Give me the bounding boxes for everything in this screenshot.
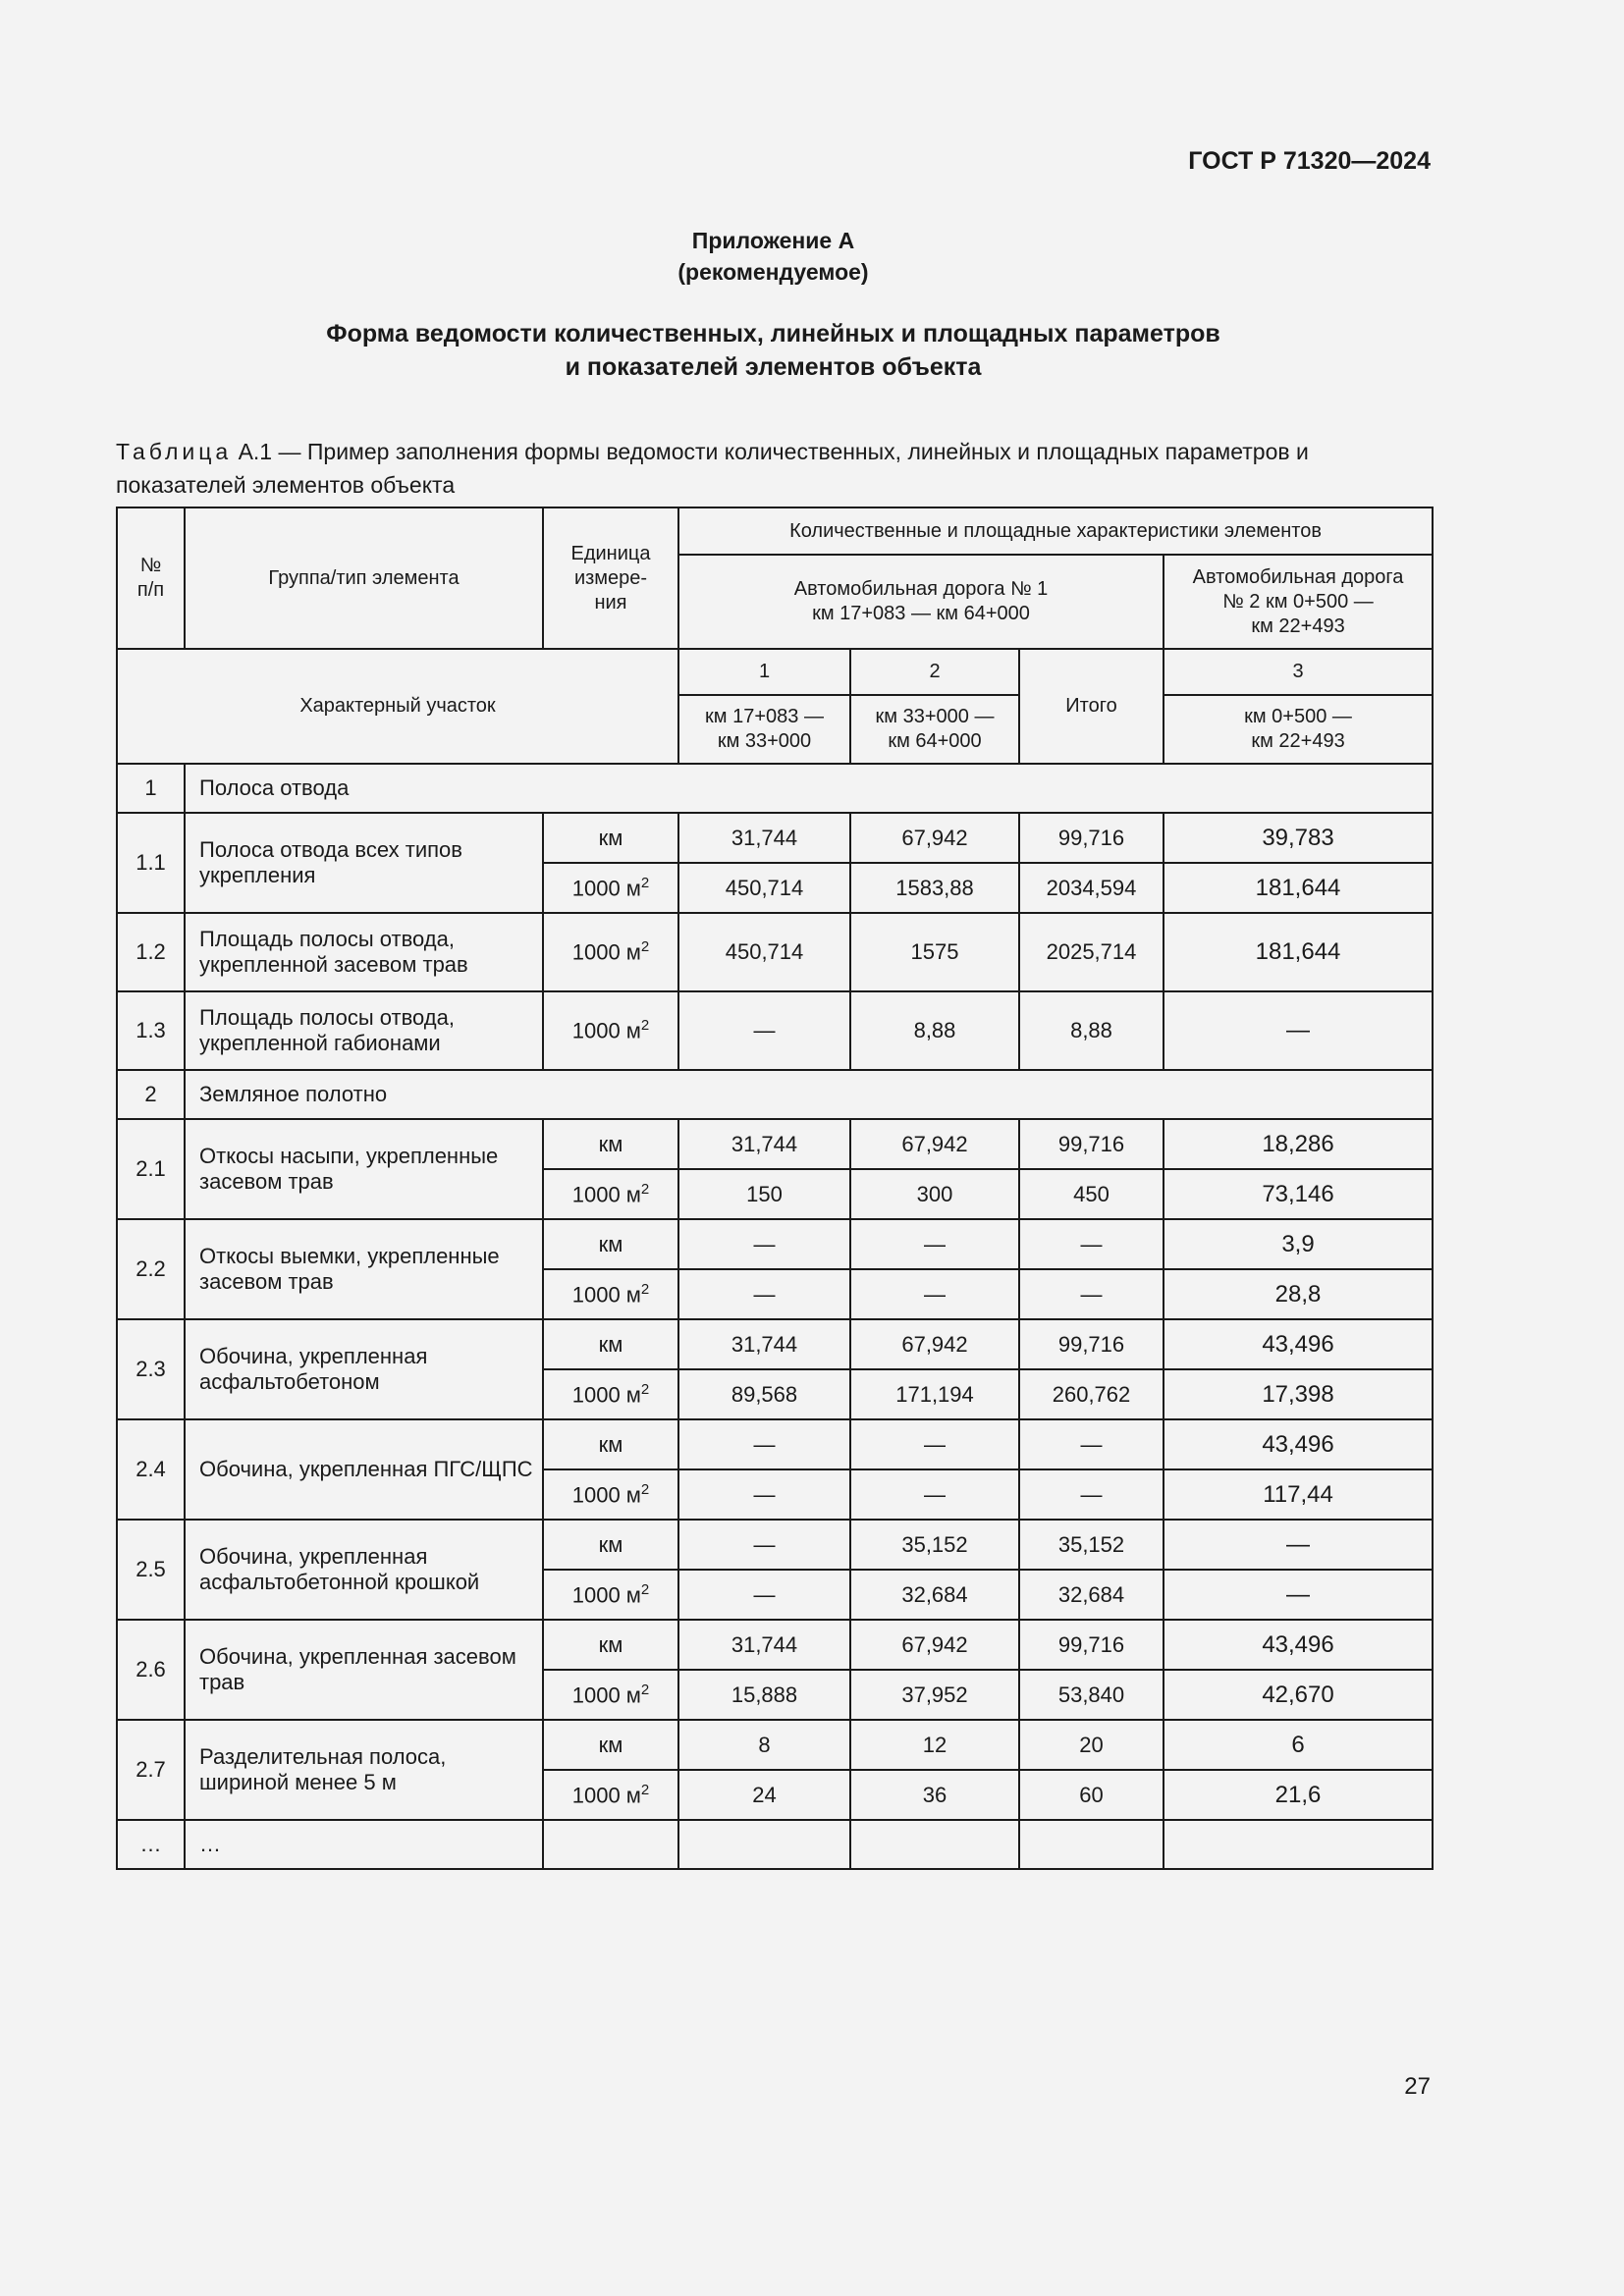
value-road-2: 43,496 bbox=[1164, 1419, 1433, 1469]
header-col-2: 2 bbox=[850, 649, 1019, 695]
value-road-2: — bbox=[1164, 1520, 1433, 1570]
value-road-2: 43,496 bbox=[1164, 1620, 1433, 1670]
header-characteristics: Количественные и площадные характеристики элементов bbox=[678, 507, 1433, 555]
value-section-1: 31,744 bbox=[678, 813, 850, 863]
section-title: Земляное полотно bbox=[185, 1070, 1433, 1119]
unit-text: 1000 м bbox=[571, 1282, 641, 1308]
item-num: 2.3 bbox=[117, 1319, 185, 1419]
table-row bbox=[117, 1720, 1433, 1770]
unit-exponent: 2 bbox=[640, 1280, 650, 1298]
unit-cell bbox=[543, 1570, 678, 1620]
header-unit: Единица измере- ния bbox=[543, 507, 678, 649]
value-section-1: — bbox=[678, 1219, 850, 1269]
header-total: Итого bbox=[1019, 649, 1164, 764]
form-title-line-2: и показателей элементов объекта bbox=[565, 353, 982, 381]
unit-exponent: 2 bbox=[640, 1180, 650, 1198]
header-num: № п/п bbox=[117, 507, 185, 649]
value-road-2: 39,783 bbox=[1164, 813, 1433, 863]
unit-text: км bbox=[598, 1231, 623, 1256]
value-section-1: — bbox=[678, 1419, 850, 1469]
header-section-label: Характерный участок bbox=[117, 649, 678, 764]
item-num: 2.4 bbox=[117, 1419, 185, 1520]
unit-cell bbox=[543, 813, 678, 863]
unit-cell bbox=[543, 1369, 678, 1419]
empty-cell bbox=[1164, 1820, 1433, 1869]
value-section-2: — bbox=[850, 1419, 1019, 1469]
unit-text: км bbox=[598, 1131, 623, 1156]
unit-cell bbox=[543, 1219, 678, 1269]
unit-cell bbox=[543, 991, 678, 1070]
item-num: 2.2 bbox=[117, 1219, 185, 1319]
empty-cell bbox=[1019, 1820, 1164, 1869]
unit-cell bbox=[543, 1169, 678, 1219]
item-num: 1.3 bbox=[117, 991, 185, 1070]
value-total: 99,716 bbox=[1019, 813, 1164, 863]
unit-text: 1000 м bbox=[571, 876, 641, 901]
unit-exponent: 2 bbox=[640, 1681, 650, 1698]
unit-cell bbox=[543, 1620, 678, 1670]
unit-cell bbox=[543, 1770, 678, 1820]
unit-text: 1000 м bbox=[571, 1182, 641, 1207]
value-section-2: 8,88 bbox=[850, 991, 1019, 1070]
value-road-2: 117,44 bbox=[1164, 1469, 1433, 1520]
section-num: 2 bbox=[117, 1070, 185, 1119]
item-name: Обочина, укрепленная ПГС/ЩПС bbox=[185, 1419, 543, 1520]
unit-cell bbox=[543, 1319, 678, 1369]
value-total: 99,716 bbox=[1019, 1119, 1164, 1169]
item-num: 1.2 bbox=[117, 913, 185, 991]
value-section-1: — bbox=[678, 1520, 850, 1570]
item-name: Обочина, укрепленная асфальтобетоном bbox=[185, 1319, 543, 1419]
value-total: 2025,714 bbox=[1019, 913, 1164, 991]
table-caption-label: Таблица bbox=[116, 439, 233, 464]
value-section-1: 24 bbox=[678, 1770, 850, 1820]
value-section-2: — bbox=[850, 1219, 1019, 1269]
value-total: 450 bbox=[1019, 1169, 1164, 1219]
empty-cell bbox=[543, 1820, 678, 1869]
value-section-1: 150 bbox=[678, 1169, 850, 1219]
empty-cell bbox=[850, 1820, 1019, 1869]
unit-text: 1000 м bbox=[571, 1482, 641, 1508]
value-total: 99,716 bbox=[1019, 1319, 1164, 1369]
value-section-1: 450,714 bbox=[678, 863, 850, 913]
unit-cell bbox=[543, 863, 678, 913]
value-total: — bbox=[1019, 1269, 1164, 1319]
value-section-1: 31,744 bbox=[678, 1319, 850, 1369]
table-row bbox=[117, 1419, 1433, 1469]
appendix-heading bbox=[0, 225, 1546, 288]
appendix-title: Приложение А bbox=[691, 228, 855, 253]
value-total: — bbox=[1019, 1419, 1164, 1469]
value-section-1: 31,744 bbox=[678, 1119, 850, 1169]
unit-cell bbox=[543, 1720, 678, 1770]
value-section-1: 31,744 bbox=[678, 1620, 850, 1670]
header-road-1: Автомобильная дорога № 1 км 17+083 — км 64+000 bbox=[678, 555, 1164, 649]
section-title: Полоса отвода bbox=[185, 764, 1433, 813]
value-road-2: 43,496 bbox=[1164, 1319, 1433, 1369]
unit-text: км bbox=[598, 1331, 623, 1357]
value-section-2: 35,152 bbox=[850, 1520, 1019, 1570]
unit-exponent: 2 bbox=[640, 1781, 650, 1798]
unit-text: 1000 м bbox=[571, 939, 641, 965]
unit-cell bbox=[543, 1670, 678, 1720]
header-range-3: км 0+500 — км 22+493 bbox=[1164, 695, 1433, 764]
value-section-2: 300 bbox=[850, 1169, 1019, 1219]
value-total: — bbox=[1019, 1219, 1164, 1269]
value-total: 8,88 bbox=[1019, 991, 1164, 1070]
value-section-2: 37,952 bbox=[850, 1670, 1019, 1720]
value-total: 32,684 bbox=[1019, 1570, 1164, 1620]
value-section-2: 1575 bbox=[850, 913, 1019, 991]
value-section-1: — bbox=[678, 991, 850, 1070]
value-road-2: 181,644 bbox=[1164, 863, 1433, 913]
value-section-1: — bbox=[678, 1469, 850, 1520]
item-name: Площадь полосы отвода, укрепленной засевом трав bbox=[185, 913, 543, 991]
ellipsis-row bbox=[117, 1820, 1433, 1869]
header-range-2: км 33+000 — км 64+000 bbox=[850, 695, 1019, 764]
unit-exponent: 2 bbox=[640, 938, 650, 956]
table-row bbox=[117, 1620, 1433, 1670]
value-section-1: 8 bbox=[678, 1720, 850, 1770]
value-total: 99,716 bbox=[1019, 1620, 1164, 1670]
section-num: 1 bbox=[117, 764, 185, 813]
value-section-2: — bbox=[850, 1269, 1019, 1319]
table-row bbox=[117, 1319, 1433, 1369]
value-section-2: — bbox=[850, 1469, 1019, 1520]
value-total: 20 bbox=[1019, 1720, 1164, 1770]
value-road-2: 6 bbox=[1164, 1720, 1433, 1770]
unit-text: 1000 м bbox=[571, 1783, 641, 1808]
empty-cell bbox=[678, 1820, 850, 1869]
value-section-1: 450,714 bbox=[678, 913, 850, 991]
unit-exponent: 2 bbox=[640, 1380, 650, 1398]
value-road-2: — bbox=[1164, 991, 1433, 1070]
value-road-2: 21,6 bbox=[1164, 1770, 1433, 1820]
value-road-2: 18,286 bbox=[1164, 1119, 1433, 1169]
unit-text: 1000 м bbox=[571, 1682, 641, 1708]
value-total: 260,762 bbox=[1019, 1369, 1164, 1419]
section-row bbox=[117, 1070, 1433, 1119]
table-row bbox=[117, 1520, 1433, 1570]
unit-text: км bbox=[598, 1732, 623, 1757]
header-road-2: Автомобильная дорога № 2 км 0+500 — км 22+493 bbox=[1164, 555, 1433, 649]
unit-text: км bbox=[598, 1431, 623, 1457]
value-section-2: 36 bbox=[850, 1770, 1019, 1820]
value-total: 35,152 bbox=[1019, 1520, 1164, 1570]
unit-text: км bbox=[598, 1531, 623, 1557]
form-title bbox=[0, 317, 1546, 384]
unit-text: км bbox=[598, 1631, 623, 1657]
value-section-2: 1583,88 bbox=[850, 863, 1019, 913]
value-section-2: 67,942 bbox=[850, 1620, 1019, 1670]
item-num: 1.1 bbox=[117, 813, 185, 913]
table-row bbox=[117, 1119, 1433, 1169]
unit-text: 1000 м bbox=[571, 1018, 641, 1043]
table-header bbox=[117, 507, 1433, 764]
table-row bbox=[117, 1219, 1433, 1269]
item-num: 2.5 bbox=[117, 1520, 185, 1620]
unit-cell bbox=[543, 1419, 678, 1469]
value-section-1: — bbox=[678, 1269, 850, 1319]
parameters-table bbox=[116, 507, 1434, 1870]
header-range-1: км 17+083 — км 33+000 bbox=[678, 695, 850, 764]
item-name: Площадь полосы отвода, укрепленной габионами bbox=[185, 991, 543, 1070]
value-total: — bbox=[1019, 1469, 1164, 1520]
table-caption bbox=[116, 435, 1432, 502]
value-section-2: 32,684 bbox=[850, 1570, 1019, 1620]
value-road-2: 3,9 bbox=[1164, 1219, 1433, 1269]
unit-exponent: 2 bbox=[640, 874, 650, 891]
unit-cell bbox=[543, 1520, 678, 1570]
unit-cell bbox=[543, 1469, 678, 1520]
header-col-3: 3 bbox=[1164, 649, 1433, 695]
page-number: 27 bbox=[1404, 2073, 1431, 2100]
unit-text: км bbox=[598, 825, 623, 850]
unit-exponent: 2 bbox=[640, 1480, 650, 1498]
value-section-1: — bbox=[678, 1570, 850, 1620]
value-road-2: 17,398 bbox=[1164, 1369, 1433, 1419]
ellipsis-num: … bbox=[117, 1820, 185, 1869]
value-total: 60 bbox=[1019, 1770, 1164, 1820]
table-caption-text: А.1 — Пример заполнения формы ведомости количественных, линейных и площадных параметров и показателей элементов объекта bbox=[116, 439, 1309, 498]
unit-cell bbox=[543, 1269, 678, 1319]
item-num: 2.7 bbox=[117, 1720, 185, 1820]
appendix-status: (рекомендуемое) bbox=[677, 259, 869, 285]
unit-text: 1000 м bbox=[571, 1382, 641, 1408]
unit-exponent: 2 bbox=[640, 1580, 650, 1598]
table-row bbox=[117, 991, 1433, 1070]
table-body bbox=[117, 764, 1433, 1869]
unit-cell bbox=[543, 913, 678, 991]
item-name: Откосы выемки, укрепленные засевом трав bbox=[185, 1219, 543, 1319]
unit-text: 1000 м bbox=[571, 1582, 641, 1608]
value-section-2: 67,942 bbox=[850, 1319, 1019, 1369]
form-title-line-1: Форма ведомости количественных, линейных и площадных параметров bbox=[326, 320, 1220, 347]
value-total: 53,840 bbox=[1019, 1670, 1164, 1720]
header-col-1: 1 bbox=[678, 649, 850, 695]
ellipsis-name: … bbox=[185, 1820, 543, 1869]
unit-exponent: 2 bbox=[640, 1017, 650, 1035]
item-name: Откосы насыпи, укрепленные засевом трав bbox=[185, 1119, 543, 1219]
value-road-2: 28,8 bbox=[1164, 1269, 1433, 1319]
table-row bbox=[117, 913, 1433, 991]
value-road-2: 73,146 bbox=[1164, 1169, 1433, 1219]
document-code: ГОСТ Р 71320—2024 bbox=[1188, 147, 1431, 175]
item-name: Обочина, укрепленная асфальтобетонной крошкой bbox=[185, 1520, 543, 1620]
item-num: 2.6 bbox=[117, 1620, 185, 1720]
section-row bbox=[117, 764, 1433, 813]
value-total: 2034,594 bbox=[1019, 863, 1164, 913]
value-road-2: 181,644 bbox=[1164, 913, 1433, 991]
item-name: Полоса отвода всех типов укрепления bbox=[185, 813, 543, 913]
value-section-2: 67,942 bbox=[850, 1119, 1019, 1169]
value-section-1: 89,568 bbox=[678, 1369, 850, 1419]
value-road-2: 42,670 bbox=[1164, 1670, 1433, 1720]
item-num: 2.1 bbox=[117, 1119, 185, 1219]
unit-cell bbox=[543, 1119, 678, 1169]
table-row bbox=[117, 813, 1433, 863]
value-section-1: 15,888 bbox=[678, 1670, 850, 1720]
value-section-2: 67,942 bbox=[850, 813, 1019, 863]
header-group: Группа/тип элемента bbox=[185, 507, 543, 649]
value-section-2: 12 bbox=[850, 1720, 1019, 1770]
item-name: Обочина, укрепленная засевом трав bbox=[185, 1620, 543, 1720]
value-section-2: 171,194 bbox=[850, 1369, 1019, 1419]
item-name: Разделительная полоса, шириной менее 5 м bbox=[185, 1720, 543, 1820]
value-road-2: — bbox=[1164, 1570, 1433, 1620]
